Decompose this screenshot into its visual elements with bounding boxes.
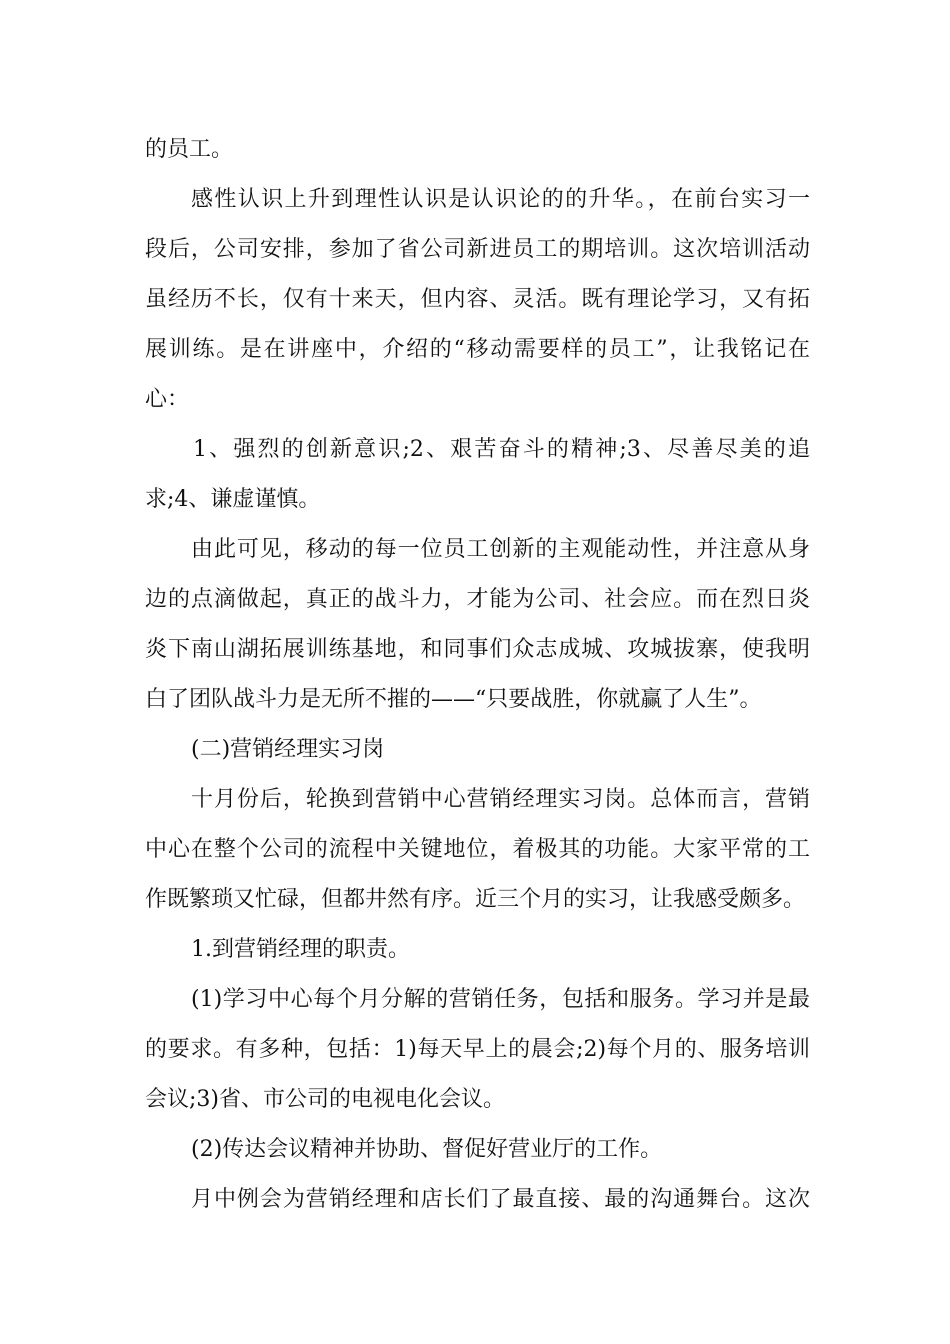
text-line-8: 求;4、谦虚谨慎。 xyxy=(145,487,321,512)
text-line-1: 的员工。 xyxy=(145,137,234,162)
text-line-14: 十月份后，轮换到营销中心营销经理实习岗。总体而言，营销 xyxy=(191,787,810,812)
text-line-6: 心： xyxy=(145,387,190,412)
text-line-10: 边的点滴做起，真正的战斗力，才能为公司、社会应。而在烈日炎 xyxy=(145,587,810,612)
text-line-3: 段后，公司安排，参加了省公司新进员工的期培训。这次培训活动 xyxy=(145,237,810,262)
text-line-5: 展训练。是在讲座中，介绍的“移动需要样的员工”，让我铭记在 xyxy=(145,337,810,362)
text-line-12: 白了团队战斗力是无所不摧的——“只要战胜，你就赢了人生”。 xyxy=(145,687,762,712)
text-line-21: (2)传达会议精神并协助、督促好营业厅的工作。 xyxy=(191,1137,663,1162)
text-line-2: 感性认识上升到理性认识是认识论的的升华。，在前台实习一 xyxy=(191,187,810,212)
text-line-7: 1、强烈的创新意识;2、艰苦奋斗的精神;3、尽善尽美的追 xyxy=(193,437,810,462)
text-line-11: 炎下南山湖拓展训练基地，和同事们众志成城、攻城拔寨，使我明 xyxy=(145,637,810,662)
text-line-22: 月中例会为营销经理和店长们了最直接、最的沟通舞台。这次 xyxy=(191,1187,810,1212)
text-line-19: 的要求。有多种，包括：1)每天早上的晨会;2)每个月的、服务培训 xyxy=(145,1037,810,1062)
section-heading: (二)营销经理实习岗 xyxy=(191,737,385,762)
text-line-15: 中心在整个公司的流程中关键地位，着极其的功能。大家平常的工 xyxy=(145,837,810,862)
text-line-16: 作既繁琐又忙碌，但都井然有序。近三个月的实习，让我感受颇多。 xyxy=(145,887,806,912)
text-line-20: 会议;3)省、市公司的电视电化会议。 xyxy=(145,1087,505,1112)
subsection-heading: 1.到营销经理的职责。 xyxy=(191,937,410,962)
text-line-18: (1)学习中心每个月分解的营销任务，包括和服务。学习并是最 xyxy=(191,987,810,1012)
text-line-4: 虽经历不长，仅有十来天，但内容、灵活。既有理论学习，又有拓 xyxy=(145,287,810,312)
text-line-9: 由此可见，移动的每一位员工创新的主观能动性，并注意从身 xyxy=(191,537,810,562)
